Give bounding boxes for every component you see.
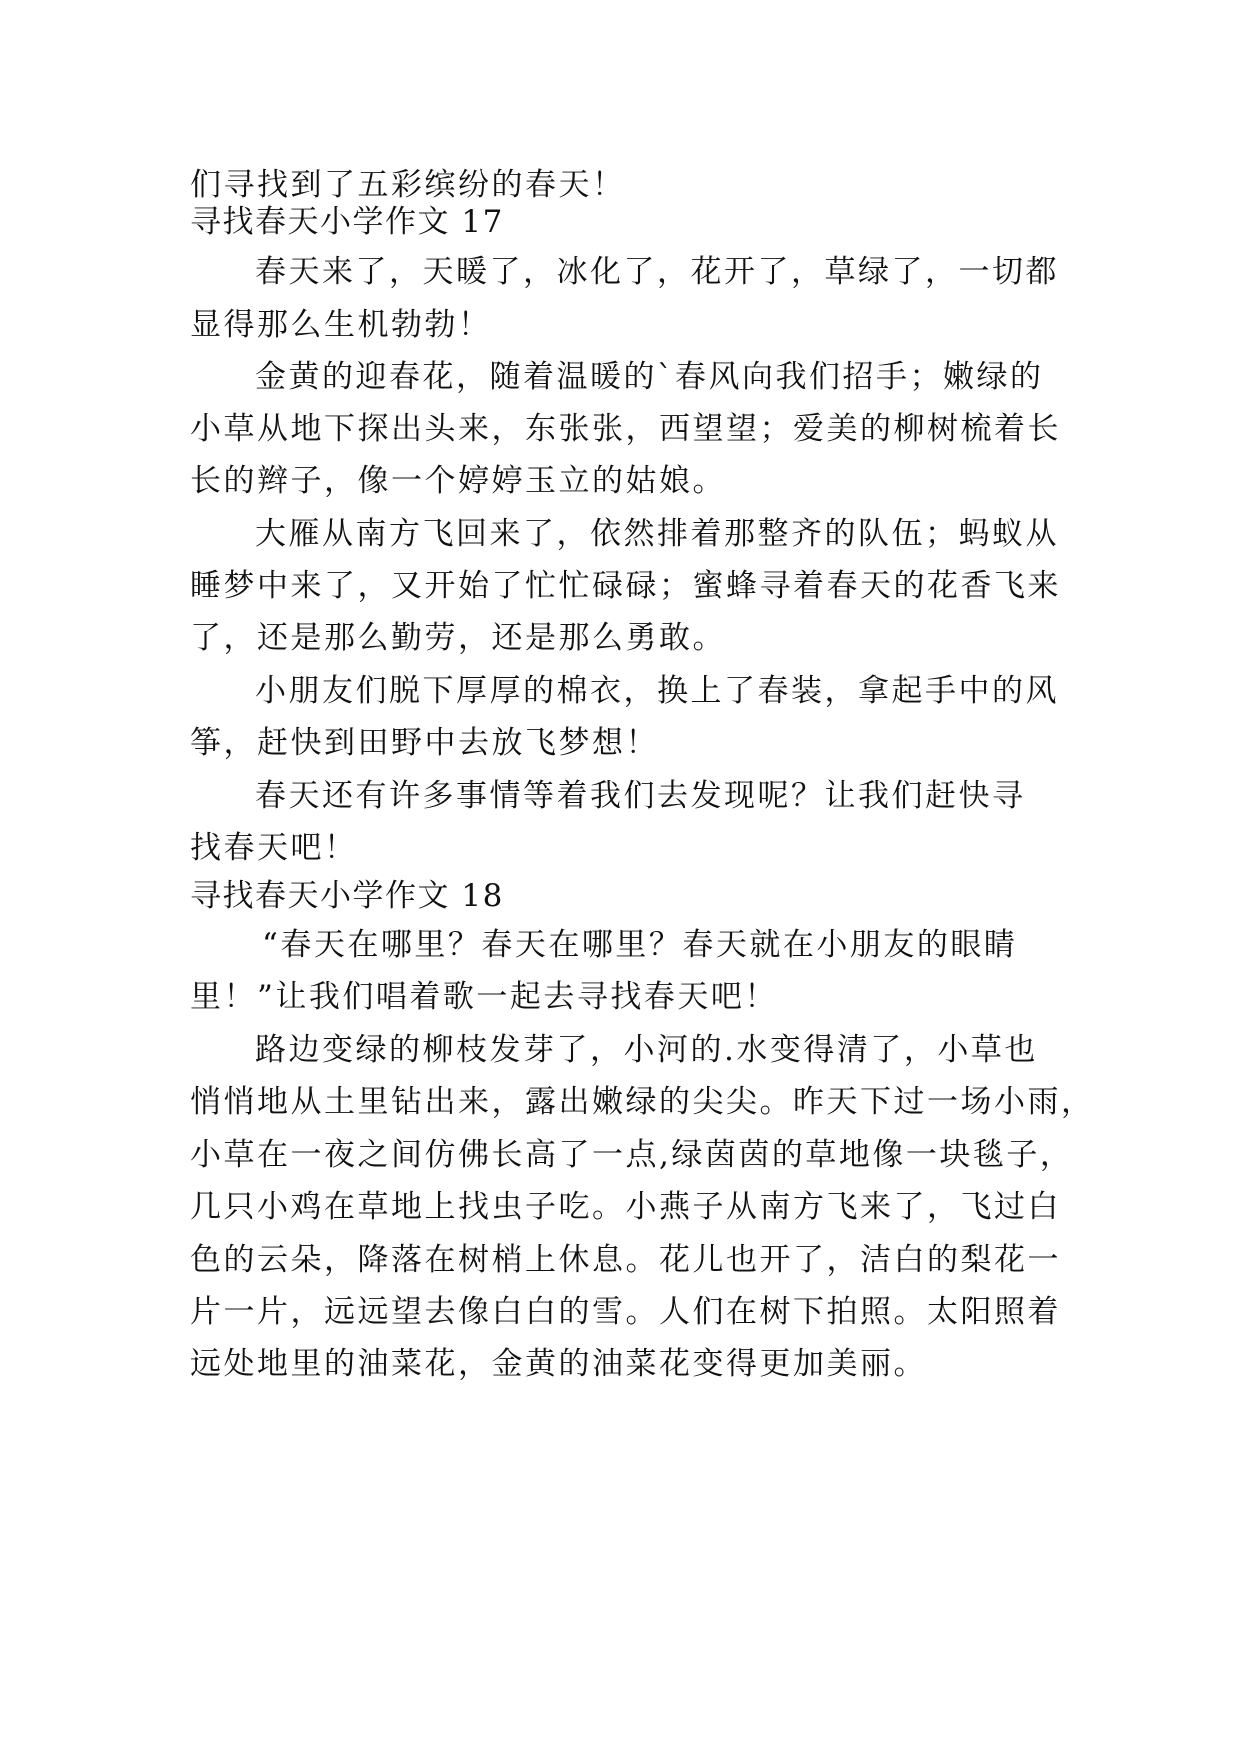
paragraph-first-line: 春天来了，天暖了，冰化了，花开了，草绿了，一切都 <box>255 254 1059 290</box>
section-heading: 寻找春天小学作文 18 <box>190 878 504 914</box>
text-line: 远处地里的油菜花，金黄的油菜花变得更加美丽。 <box>190 1346 927 1382</box>
text-line: 筝，赶快到田野中去放飞梦想！ <box>190 725 659 761</box>
text-line: 色的云朵，降落在树梢上休息。花儿也开了，洁白的梨花一 <box>190 1242 1061 1278</box>
text-line: 几只小鸡在草地上找虫子吃。小燕子从南方飞来了，飞过白 <box>190 1189 1061 1225</box>
paragraph-first-line: “春天在哪里？春天在哪里？春天就在小朋友的眼睛 <box>262 927 1018 963</box>
text-line: 长的辫子，像一个婷婷玉立的姑娘。 <box>190 463 726 499</box>
text-line: 片一片，远远望去像白白的雪。人们在树下拍照。太阳照着 <box>190 1294 1061 1330</box>
paragraph-first-line: 路边变绿的柳枝发芽了，小河的.水变得清了，小草也 <box>255 1032 1038 1068</box>
text-line: 们寻找到了五彩缤纷的春天！ <box>190 167 626 203</box>
paragraph-first-line: 小朋友们脱下厚厚的棉衣，换上了春装，拿起手中的风 <box>255 673 1059 709</box>
paragraph-first-line: 大雁从南方飞回来了，依然排着那整齐的队伍；蚂蚁从 <box>255 516 1059 552</box>
text-line: 了，还是那么勤劳，还是那么勇敢。 <box>190 620 726 656</box>
text-line: 显得那么生机勃勃！ <box>190 307 492 343</box>
text-line: 小草在一夜之间仿佛长高了一点,绿茵茵的草地像一块毯子， <box>190 1137 1074 1173</box>
text-line: 睡梦中来了，又开始了忙忙碌碌；蜜蜂寻着春天的花香飞来 <box>190 568 1061 604</box>
paragraph-first-line: 金黄的迎春花，随着温暖的`春风向我们招手；嫩绿的 <box>255 359 1044 395</box>
text-line: 找春天吧！ <box>190 830 358 866</box>
section-heading: 寻找春天小学作文 17 <box>190 204 504 240</box>
paragraph-first-line: 春天还有许多事情等着我们去发现呢？让我们赶快寻 <box>255 778 1026 814</box>
text-line: 小草从地下探出头来，东张张，西望望；爱美的柳树梳着长 <box>190 411 1061 447</box>
text-line: 里！”让我们唱着歌一起去寻找春天吧！ <box>190 979 778 1015</box>
text-line: 悄悄地从土里钻出来，露出嫩绿的尖尖。昨天下过一场小雨， <box>190 1084 1095 1120</box>
